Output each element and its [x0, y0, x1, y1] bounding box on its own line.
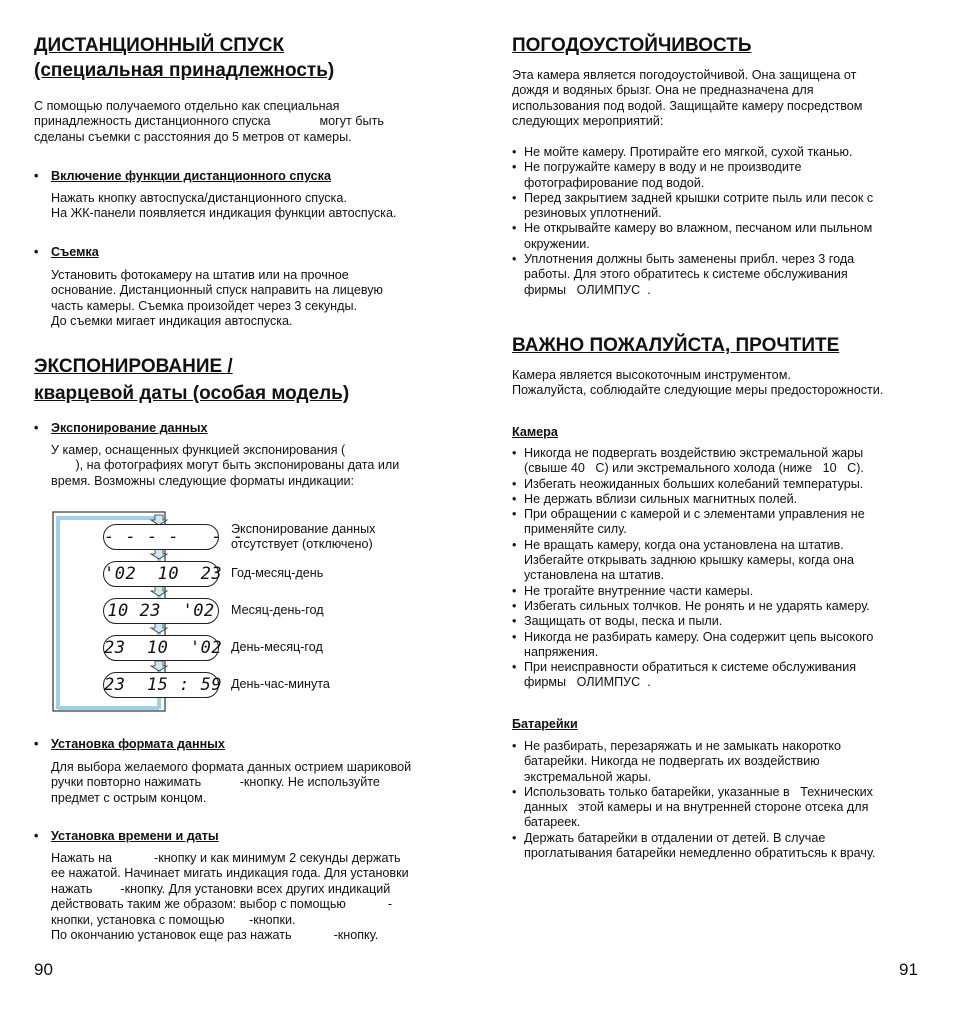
imprint-subsection-data-heading: • Экспонирование данных [34, 421, 208, 435]
lcd-format-label: Год-месяц-день [231, 566, 324, 580]
lcd-format-display: - - - - - - [103, 524, 219, 550]
camera-bullet-list [512, 446, 873, 691]
list-item: • Никогда не подвергать воздействию экстремальной жары (свыше 40 С) или экстремального холода (ниже 10 С). [512, 446, 873, 477]
list-item: • Держать батарейки в отдалении от детей. В случае проглатывания батарейки немедленно обратитьсяь к врачу. [512, 831, 876, 862]
remote-subsection-shooting-heading: • Съемка [34, 245, 99, 259]
list-item: • Использовать только батарейки, указанные в Технических данных этой камеры и на внутренней стороне отсека для батареек. [512, 785, 876, 831]
list-item: • Избегать неожиданных больших колебаний температуры. [512, 477, 873, 492]
lcd-format-label: День-месяц-год [231, 640, 323, 654]
list-item: • Не трогайте внутренние части камеры. [512, 584, 873, 599]
lcd-format-label: Месяц-день-год [231, 603, 324, 617]
imprint-subsection-datetime-heading: • Установка времени и даты [34, 829, 219, 843]
camera-heading: Камера [512, 425, 558, 439]
list-item: • Не открывайте камеру во влажном, песчаном или пыльном окружении. [512, 221, 873, 252]
list-item: • Никогда не разбирать камеру. Она содержит цепь высокого напряжения. [512, 630, 873, 661]
lcd-format-label: Экспонирование данных отсутствует (отключено) [231, 522, 376, 552]
weather-bullet-list [512, 145, 873, 298]
imprint-title-line1: ЭКСПОНИРОВАНИЕ / [34, 356, 233, 377]
page-number-left: 90 [34, 960, 53, 979]
list-item: • Избегать сильных толчков. Не ронять и не ударять камеру. [512, 599, 873, 614]
remote-subsection-shooting-text: Установить фотокамеру на штатив или на прочное основание. Дистанционный спуск направить на лицевую часть камеры. Съемка произойдет через 3 секунды. До съемки мигает индикация автоспуска. [51, 268, 383, 329]
imprint-subsection-format-text: Для выбора желаемого формата данных острием шариковой ручки повторно нажимать -кнопку. Не используйте предмет с острым концом. [51, 760, 412, 805]
list-item: • Уплотнения должны быть заменены прибл. через 3 года работы. Для этого обратитесь к системе обслуживания фирмы ОЛИМПУС . [512, 252, 873, 298]
weather-title: ПОГОДОУСТОЙЧИВОСТЬ [512, 35, 752, 56]
lcd-format-display: '02 10 23 [103, 561, 219, 587]
imprint-subsection-datetime-title: Установка времени и даты [51, 829, 219, 843]
imprint-subsection-data-title: Экспонирование данных [51, 421, 208, 435]
important-intro: Камера является высокоточным инструментом. Пожалуйста, соблюдайте следующие меры предосторожности. [512, 368, 884, 398]
remote-title-line1: ДИСТАНЦИОННЫЙ СПУСК [34, 35, 285, 56]
lcd-format-display: 10 23 '02 [103, 598, 219, 624]
list-item: • Не вращать камеру, когда она установлена на штатив. Избегайте открывать заднюю крышку камеры, когда она установлена на штатив. [512, 538, 873, 584]
list-item: • При обращении с камерой и с элементами управления не применяйте силу. [512, 507, 873, 538]
important-title: ВАЖНО ПОЖАЛУЙСТА, ПРОЧТИТЕ [512, 335, 840, 356]
remote-subsection-enable-heading: • Включение функции дистанционного спуска [34, 169, 331, 183]
list-item: • Не разбирать, перезаряжать и не замыкать накоротко батарейки. Никогда не подвергать их воздействию экстремальной жары. [512, 739, 876, 785]
remote-subsection-enable-title: Включение функции дистанционного спуска [51, 169, 331, 183]
weather-intro: Эта камера является погодоустойчивой. Она защищена от дождя и водяных брызг. Она не предназначена для использования под водой. Защищайте камеру посредством следующих мероприятий: [512, 68, 863, 129]
lcd-format-display: 23 10 '02 [103, 635, 219, 661]
remote-subsection-shooting-title: Съемка [51, 245, 99, 259]
page-number-right: 91 [899, 960, 918, 979]
remote-subsection-enable-text: Нажать кнопку автоспуска/дистанционного спуска. На ЖК-панели появляется индикация функции автоспуска. [51, 191, 397, 221]
imprint-subsection-format-heading: • Установка формата данных [34, 737, 225, 751]
list-item: • При неисправности обратиться к системе обслуживания фирмы ОЛИМПУС . [512, 660, 873, 691]
remote-intro: С помощью получаемого отдельно как специальная принадлежность дистанционного спуска могут быть сделаны съемки с расстояния до 5 метров от камеры. [34, 99, 384, 144]
list-item: • Защищать от воды, песка и пыли. [512, 614, 873, 629]
imprint-subsection-datetime-text: Нажать на -кнопку и как минимум 2 секунды держать ее нажатой. Начинает мигать индикация года. Для установки нажать -кнопку. Для установки всех других индикаций действовать таким же образом: выбор с помощью - кнопки, установка с помощью -кнопки. По окончанию установок еще раз нажать -кнопку. [51, 851, 409, 943]
list-item: • Не держать вблизи сильных магнитных полей. [512, 492, 873, 507]
battery-heading: Батарейки [512, 717, 578, 731]
lcd-format-display: 23 15 : 59 [103, 672, 219, 698]
imprint-subsection-format-title: Установка формата данных [51, 737, 225, 751]
lcd-format-label: День-час-минута [231, 677, 330, 691]
list-item: • Не мойте камеру. Протирайте его мягкой, сухой тканью. [512, 145, 873, 160]
imprint-subsection-data-text: У камер, оснащенных функцией экспонирования ( ), на фотографиях могут быть экспонированы дата или время. Возможны следующие форматы индикации: [51, 443, 400, 488]
battery-bullet-list [512, 739, 876, 861]
remote-title-line2: (специальная принадлежность) [34, 60, 335, 81]
imprint-title-line2: кварцевой даты (особая модель) [34, 383, 350, 404]
list-item: • Перед закрытием задней крышки сотрите пыль или песок с резиновых уплотнений. [512, 191, 873, 222]
list-item: • Не погружайте камеру в воду и не производите фотографирование под водой. [512, 160, 873, 191]
